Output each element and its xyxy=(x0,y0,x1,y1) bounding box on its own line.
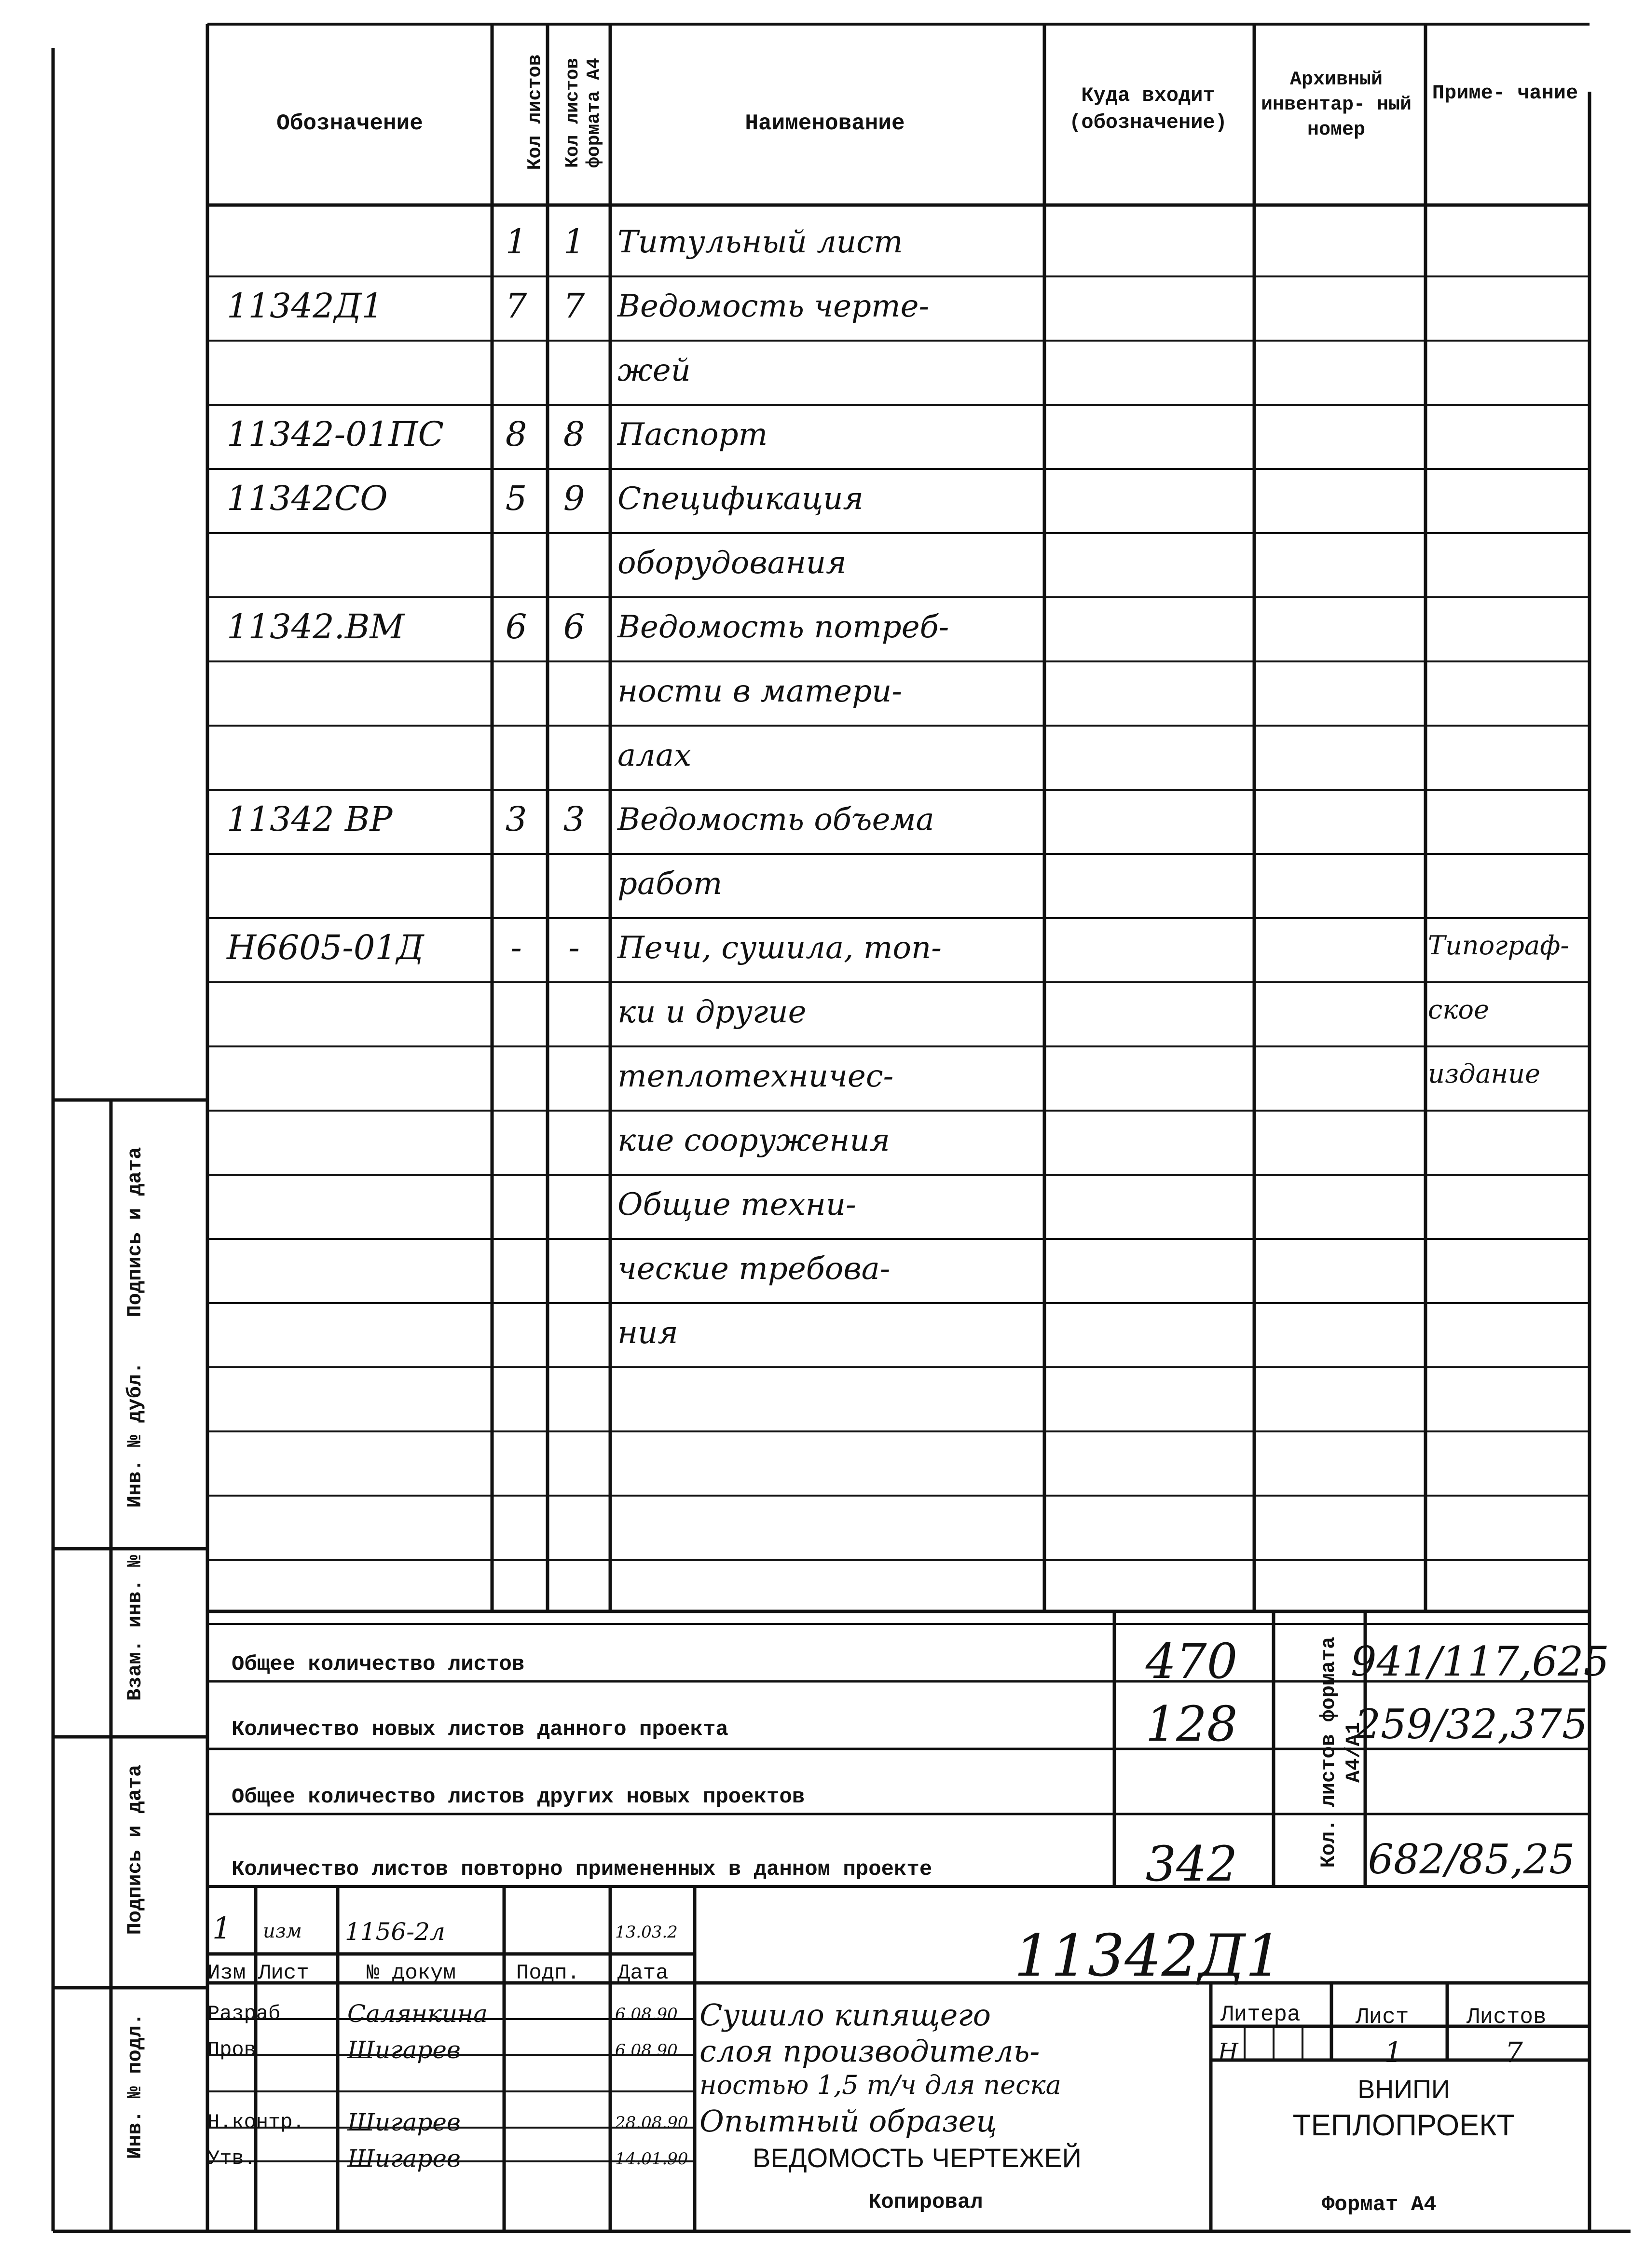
row-sheets-a4: 8 xyxy=(563,414,585,454)
header-sheets-count: Кол листов xyxy=(524,54,547,170)
side-sign-date-1: Подпись и дата xyxy=(123,1147,147,1318)
new-label: Количество новых листов данного проекта xyxy=(232,1718,728,1742)
stamp-hdr-doc: № докум xyxy=(367,1961,456,1985)
row-sheets: 8 xyxy=(505,414,527,454)
row-name: Титульный лист xyxy=(617,224,903,260)
stamp-role-date: 6.08.90 xyxy=(615,2005,678,2024)
row-sheets-a4: 6 xyxy=(563,607,585,646)
rev-date: 13.03.2 xyxy=(615,1923,678,1942)
row-sheets: 3 xyxy=(505,799,527,839)
row-note: ское xyxy=(1428,994,1489,1025)
row-name: Общие техни- xyxy=(617,1187,856,1223)
new-a4: 259/32,375 xyxy=(1355,1701,1588,1748)
row-name: кие сооружения xyxy=(617,1123,891,1158)
stamp-sheets: 7 xyxy=(1505,2036,1523,2069)
header-designation: Обозначение xyxy=(276,111,423,136)
row-name: теплотехничес- xyxy=(617,1058,894,1094)
stamp-role-date: 6.08.90 xyxy=(615,2041,678,2060)
row-note: издание xyxy=(1428,1058,1540,1089)
a4-column-label xyxy=(1316,1632,1366,1873)
new-value: 128 xyxy=(1145,1696,1238,1752)
footer-copied: Копировал xyxy=(868,2190,983,2214)
stamp-hdr-list: Лист xyxy=(258,1961,309,1985)
row-name: ности в матери- xyxy=(617,674,902,709)
stamp-role-name: Шигарев xyxy=(347,2108,461,2136)
reused-a4: 682/85,25 xyxy=(1368,1836,1575,1883)
stamp-doc-code: 11342Д1 xyxy=(1014,1923,1282,1990)
stamp-doc-type: ВЕДОМОСТЬ ЧЕРТЕЖЕЙ xyxy=(753,2143,1082,2173)
stamp-title-2: слоя производитель- xyxy=(699,2034,1040,2069)
stamp-hdr-izm: Изм xyxy=(207,1961,246,1985)
rev-list: изм xyxy=(263,1920,302,1942)
row-name: ки и другие xyxy=(617,994,807,1030)
row-sheets-a4: - xyxy=(568,928,580,967)
row-name: работ xyxy=(617,866,723,902)
header-sheets-a4-text: Кол листов формата А4 xyxy=(562,57,604,168)
row-sheets-a4: 9 xyxy=(563,479,585,518)
row-name: Ведомость объема xyxy=(617,802,934,838)
row-name: Спецификация xyxy=(617,481,864,517)
stamp-role-name: Шигарев xyxy=(347,2144,461,2172)
header-included-in xyxy=(1047,82,1249,136)
stamp-role: Разраб xyxy=(207,2002,281,2025)
stamp-title-1: Сушило кипящего xyxy=(699,1997,991,2033)
row-name: Ведомость черте- xyxy=(617,289,930,324)
stamp-role: Н.контр. xyxy=(207,2111,305,2134)
stamp-role: Пров xyxy=(207,2038,256,2062)
stamp-litera: Н xyxy=(1218,2038,1238,2065)
stamp-role-name: Салянкина xyxy=(347,2000,488,2028)
row-name: оборудования xyxy=(617,545,847,581)
side-vzam: Взам. инв. № xyxy=(123,1554,147,1701)
stamp-role-date: 28.08.90 xyxy=(615,2113,688,2132)
row-sheets: - xyxy=(510,928,522,967)
row-sheets: 1 xyxy=(505,222,527,261)
row-name: Паспорт xyxy=(617,417,768,453)
side-sign-date-2: Подпись и дата xyxy=(123,1764,147,1935)
header-archive-no-text: Архивный инвентар- ный номер xyxy=(1261,69,1412,141)
total-value: 470 xyxy=(1145,1633,1238,1690)
header-archive-no xyxy=(1254,68,1418,143)
stamp-sheets-label: Листов xyxy=(1467,2005,1547,2030)
row-designation: 11342Д1 xyxy=(227,286,384,326)
a4-column-label-text: Кол. листов формата А4/А1 xyxy=(1317,1636,1365,1868)
row-name: ния xyxy=(617,1315,678,1351)
footer-format: Формат А4 xyxy=(1322,2193,1437,2217)
side-inv-dup: Инв. № дубл. xyxy=(123,1361,147,1508)
row-name: ческие требова- xyxy=(617,1251,891,1287)
header-name: Наименование xyxy=(745,111,905,136)
header-note-text: Приме- чание xyxy=(1432,82,1578,105)
stamp-sheet-label: Лист xyxy=(1356,2005,1409,2030)
stamp-title-4: Опытный образец xyxy=(699,2103,997,2139)
reused-label: Количество листов повторно примененных в данном проекте xyxy=(232,1857,932,1882)
row-note: Типограф- xyxy=(1428,930,1569,961)
side-inv-orig: Инв. № подл. xyxy=(123,2013,147,2159)
row-name: алах xyxy=(617,738,692,773)
stamp-litera-label: Литера xyxy=(1220,2002,1301,2027)
reused-value: 342 xyxy=(1145,1836,1238,1892)
row-designation: 11342 ВР xyxy=(227,799,393,839)
rev-izm: 1 xyxy=(212,1911,232,1946)
stamp-role-date: 14.01.90 xyxy=(615,2149,688,2169)
header-note xyxy=(1428,80,1582,107)
stamp-sheet: 1 xyxy=(1385,2036,1402,2069)
header-sheets-a4 xyxy=(562,21,605,205)
stamp-title-3: ностью 1,5 т/ч для песка xyxy=(699,2070,1061,2100)
stamp-role-name: Шигарев xyxy=(347,2036,461,2064)
row-name: Ведомость потреб- xyxy=(617,609,949,645)
stamp-hdr-date: Дата xyxy=(617,1961,669,1985)
rev-doc: 1156-2л xyxy=(345,1918,445,1946)
row-sheets-a4: 3 xyxy=(563,799,585,839)
row-sheets: 5 xyxy=(505,479,527,518)
stamp-org-1: ВНИПИ xyxy=(1357,2075,1450,2104)
row-name: жей xyxy=(617,353,691,388)
row-sheets: 6 xyxy=(505,607,527,646)
row-designation: 11342-01ПС xyxy=(227,414,444,454)
stamp-role: Утв. xyxy=(207,2147,256,2170)
row-sheets-a4: 7 xyxy=(563,286,585,326)
stamp-hdr-sign: Подп. xyxy=(516,1961,580,1985)
header-included-in-text: Куда входит (обозначение) xyxy=(1069,84,1227,134)
row-sheets-a4: 1 xyxy=(563,222,585,261)
row-designation: 11342СО xyxy=(227,479,388,518)
row-designation: 11342.ВМ xyxy=(227,607,405,646)
total-a4: 941/117,625 xyxy=(1351,1638,1609,1685)
total-label: Общее количество листов xyxy=(232,1652,525,1677)
row-name: Печи, сушила, топ- xyxy=(617,930,942,966)
row-designation: Н6605-01Д xyxy=(227,928,424,967)
other-label: Общее количество листов других новых проектов xyxy=(232,1785,805,1809)
stamp-org-2: ТЕПЛОПРОЕКТ xyxy=(1292,2109,1515,2142)
row-sheets: 7 xyxy=(505,286,527,326)
